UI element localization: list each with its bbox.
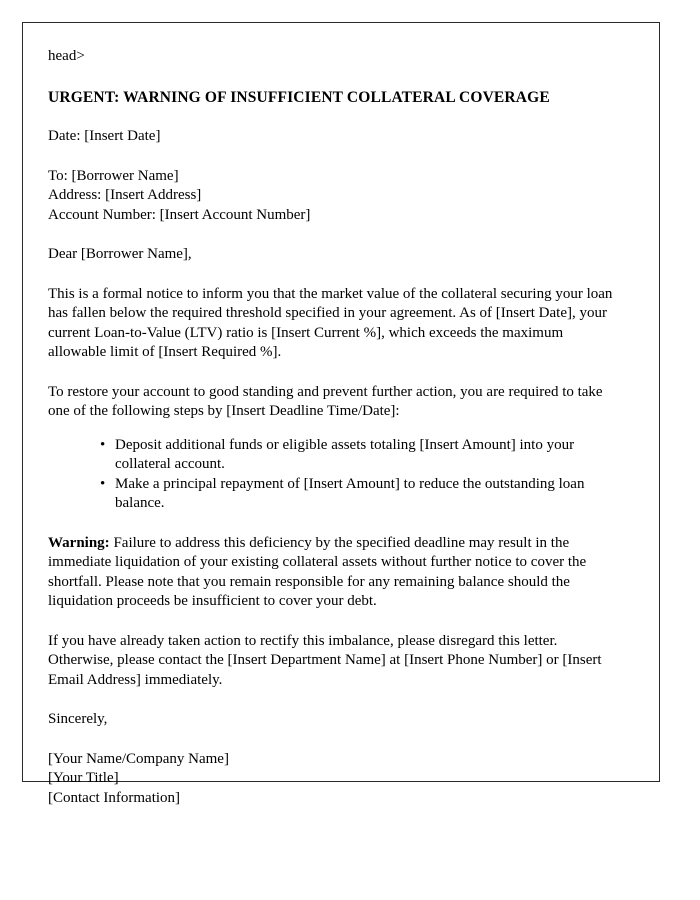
date-line: Date: [Insert Date] [48,128,161,144]
recipient-account-number: Account Number: [Insert Account Number] [48,206,311,223]
closing-line: Sincerely, [48,711,108,727]
salutation: Dear [Borrower Name], [48,246,192,262]
document-page-frame [22,22,660,806]
signature-block [48,750,621,809]
recipient-address: Address: [Insert Address] [48,187,202,203]
signature-contact: [Contact Information] [48,789,181,806]
paragraph-notice: This is a formal notice to inform you that the market value of the collateral securing your loan has fallen below the required threshold specified in your agreement. As of [Insert Date], your current Loan-to-Value (LTV) ratio is [Insert Current %], which exceeds the maximum allowable limit of [Insert Required %]. [48,285,613,360]
recipient-block [48,167,621,226]
required-steps-list [48,436,621,514]
warning-text: Failure to address this deficiency by the specified deadline may result in the immediate liquidation of your existing collateral assets without further notice to cover the shortfall. Please note that you remain responsible for any remaining balance should the liquidation proceeds be insufficient to cover your debt. [48,534,587,609]
paragraph-disregard-contact: If you have already taken action to rectify this imbalance, please disregard this letter. Otherwise, please contact the [Insert Department Name] at [Insert Phone Number] or [Insert Email Address] immediately. [48,632,602,688]
list-item: • Deposit additional funds or eligible assets totaling [Insert Amount] into your collateral account. [100,436,621,475]
paragraph-restore-steps: To restore your account to good standing and prevent further action, you are required to take one of the following steps by [Insert Deadline Time/Date]: [48,383,603,419]
warning-label: Warning: [48,534,110,551]
paragraph-warning [48,534,621,612]
signature-title: [Your Title] [48,770,119,786]
signature-name: [Your Name/Company Name] [48,750,229,767]
list-item: • Make a principal repayment of [Insert Amount] to reduce the outstanding loan balance. [100,475,621,514]
recipient-to: To: [Borrower Name] [48,167,179,184]
document-body [23,23,659,828]
html-artifact-text: head> [48,48,85,64]
document-title: URGENT: WARNING OF INSUFFICIENT COLLATERAL COVERAGE [48,89,550,106]
